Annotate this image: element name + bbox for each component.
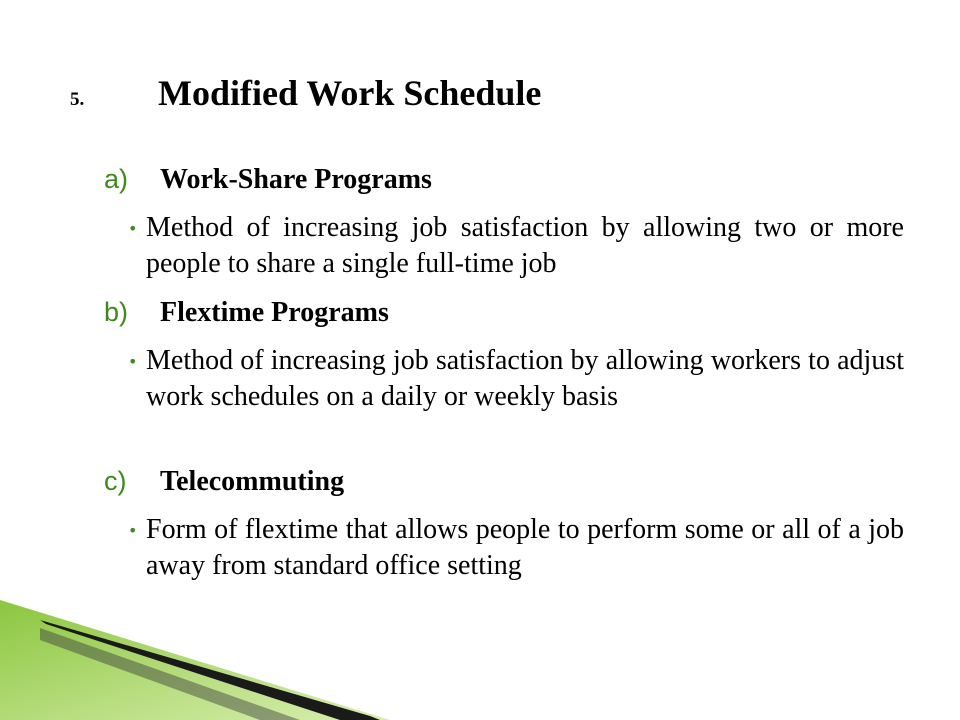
grey-stripe <box>40 628 300 720</box>
section-flextime <box>104 297 904 415</box>
bullet-text: Method of increasing job satisfaction by allowing two or more people to share a single full-time job <box>146 212 904 279</box>
dot-bullet-icon: • <box>128 352 138 371</box>
sub-heading <box>104 466 904 506</box>
sub-heading-title: Work-Share Programs <box>160 164 432 195</box>
bullet-item <box>104 512 904 584</box>
section-work-share <box>104 164 904 282</box>
bullet-text: Form of flextime that allows people to perform some or all of a job away from standard office setting <box>146 514 904 581</box>
slide-heading <box>70 72 541 116</box>
bullet-text: Method of increasing job satisfaction by allowing workers to adjust work schedules on a daily or weekly basis <box>146 345 904 412</box>
green-wedge <box>0 600 390 720</box>
sub-heading-title: Telecommuting <box>160 466 345 497</box>
sub-heading-letter: a) <box>104 164 129 194</box>
heading-number: 5. <box>70 89 85 110</box>
sub-heading <box>104 164 904 204</box>
sub-heading-letter: b) <box>104 297 129 327</box>
dot-bullet-icon: • <box>128 219 138 238</box>
sub-heading <box>104 297 904 337</box>
bullet-item <box>104 343 904 415</box>
section-telecommuting <box>104 466 904 584</box>
dot-bullet-icon: • <box>128 521 138 540</box>
black-stripe <box>40 620 380 720</box>
sub-heading-letter: c) <box>104 466 127 496</box>
page-title: Modified Work Schedule <box>158 73 542 113</box>
bullet-item <box>104 210 904 282</box>
decorative-swoosh <box>0 600 960 720</box>
sub-heading-title: Flextime Programs <box>160 297 389 328</box>
